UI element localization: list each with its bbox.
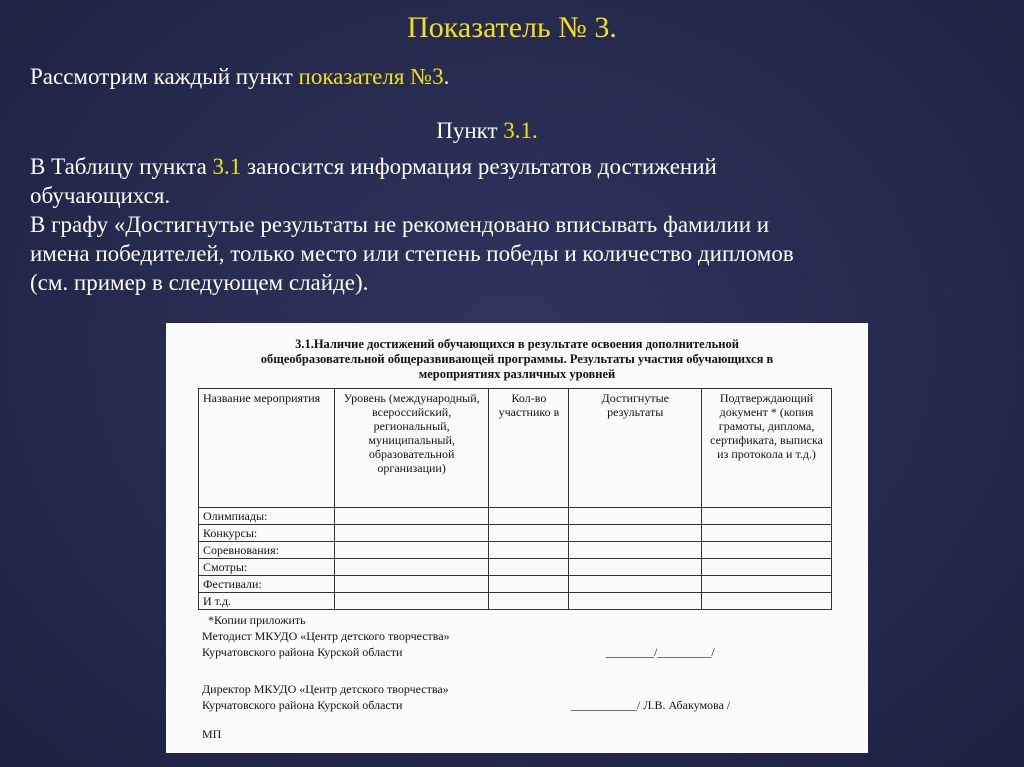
row-label: Соревнования: — [199, 542, 335, 559]
row-label: Смотры: — [199, 559, 335, 576]
intro-text-end: . — [443, 64, 450, 89]
table-cell — [334, 525, 489, 542]
table-cell — [569, 508, 702, 525]
table-cell — [334, 576, 489, 593]
table-cell — [569, 576, 702, 593]
achievements-table — [198, 388, 832, 610]
body-line-1-accent: 3.1 — [212, 154, 242, 179]
document-scan — [166, 323, 868, 753]
methodist-title: Методист МКУДО «Центр детского творчества» — [202, 629, 450, 643]
body-line-2: обучающихся. — [30, 183, 171, 208]
table-row — [199, 593, 832, 610]
body-line-4: имена победителей, только место или степень победы и количество дипломов — [30, 241, 794, 266]
body-line-3: В графу «Достигнутые результаты не рекомендовано вписывать фамилии и — [30, 212, 770, 237]
column-header-event: Название мероприятия — [199, 389, 335, 508]
table-header-row — [199, 389, 832, 508]
point-heading-number: 3.1. — [503, 118, 538, 143]
slide-title: Показатель № 3. — [407, 11, 617, 44]
document-heading-line-3: мероприятиях различных уровней — [418, 367, 616, 381]
row-label: Фестивали: — [199, 576, 335, 593]
column-header-participants: Кол-во участнико в — [489, 389, 569, 508]
table-row — [199, 508, 832, 525]
table-cell — [489, 576, 569, 593]
table-cell — [702, 559, 832, 576]
table-cell — [489, 508, 569, 525]
document-heading-line-1: 3.1.Наличие достижений обучающихся в результате освоения дополнительной — [295, 337, 739, 351]
document-heading-line-2: общеобразовательной общеразвивающей программы. Результаты участия обучающихся в — [260, 352, 774, 366]
table-cell — [334, 559, 489, 576]
table-cell — [702, 508, 832, 525]
table-cell — [702, 542, 832, 559]
footnote: *Копии приложить — [208, 613, 306, 627]
table-cell — [489, 525, 569, 542]
table-cell — [702, 576, 832, 593]
row-label: Конкурсы: — [199, 525, 335, 542]
table-row — [199, 525, 832, 542]
table-cell — [489, 542, 569, 559]
director-district: Курчатовского района Курской области — [202, 698, 403, 712]
table-cell — [569, 593, 702, 610]
point-heading-label: Пункт — [436, 118, 504, 143]
director-title: Директор МКУДО «Центр детского творчества» — [202, 682, 449, 696]
body-line-1-start: В Таблицу пункта — [30, 154, 213, 179]
row-label: И т.д. — [199, 593, 335, 610]
methodist-signature-line: ________/_________/ — [606, 645, 715, 659]
table-cell — [569, 525, 702, 542]
table-row — [199, 559, 832, 576]
table-cell — [334, 542, 489, 559]
table-cell — [702, 525, 832, 542]
director-signature-line: ___________/ Л.В. Абакумова / — [571, 698, 731, 712]
column-header-document: Подтверждающий документ * (копия грамоты, диплома, сертификата, выписка из протокола и т.д.) — [702, 389, 832, 508]
row-label: Олимпиады: — [199, 508, 335, 525]
intro-text-accent: показателя №3 — [298, 64, 444, 89]
stamp-placeholder: МП — [202, 727, 222, 741]
methodist-district: Курчатовского района Курской области — [202, 645, 403, 659]
body-line-1 — [30, 152, 998, 181]
body-line-1-end: заносится информация результатов достижений — [241, 154, 717, 179]
table-cell — [334, 593, 489, 610]
table-row — [199, 576, 832, 593]
column-header-results: Достигнутые результаты — [569, 389, 702, 508]
table-cell — [702, 593, 832, 610]
column-header-level: Уровень (международный, всероссийский, региональный, муниципальный, образовательной организации) — [334, 389, 489, 508]
table-cell — [489, 559, 569, 576]
body-line-5: (см. пример в следующем слайде). — [30, 270, 369, 295]
table-cell — [334, 508, 489, 525]
intro-text — [30, 62, 449, 91]
body-paragraph — [30, 152, 998, 297]
document-heading — [186, 337, 848, 382]
table-row — [199, 542, 832, 559]
point-heading — [0, 116, 974, 145]
table-cell — [569, 542, 702, 559]
intro-text-start: Рассмотрим каждый пункт — [30, 64, 299, 89]
table-cell — [489, 593, 569, 610]
table-cell — [569, 559, 702, 576]
